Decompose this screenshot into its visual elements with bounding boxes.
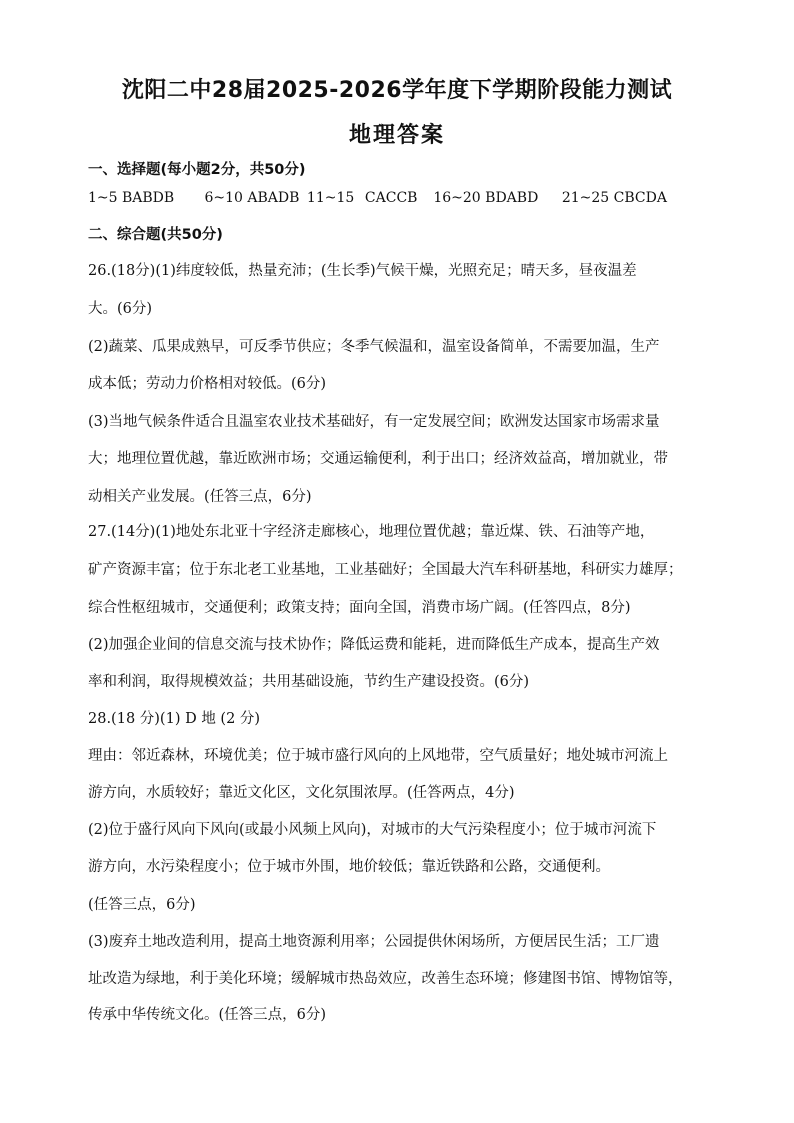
answer-line: (3)当地气候条件适合且温室农业技术基础好，有一定发展空间；欧洲发达国家市场需求量 bbox=[88, 414, 660, 430]
answer-range: 16~20 bbox=[433, 190, 481, 206]
answer-line: 游方向，水污染程度小；位于城市外围，地价较低；靠近铁路和公路，交通便利。 bbox=[88, 859, 610, 875]
answer-line: (2)加强企业间的信息交流与技术协作；降低运费和能耗，进而降低生产成本，提高生产效 bbox=[88, 637, 660, 653]
answer-line: 26.(18分)(1)纬度较低，热量充沛；(生长季)气候干燥，光照充足；晴天多，昼夜温差 bbox=[88, 263, 637, 279]
answer-range: 11~15 bbox=[306, 190, 355, 206]
answer-range: 6~10 bbox=[204, 190, 243, 206]
answer-group bbox=[88, 190, 200, 206]
answer-line: 传承中华传统文化。(任答三点，6分) bbox=[88, 1007, 327, 1023]
answer-line: (3)废弃土地改造利用，提高土地资源利用率；公园提供休闲场所，方便居民生活；工厂遗 bbox=[88, 934, 660, 950]
answer-keys: BABDB bbox=[122, 190, 175, 206]
answer-line: 成本低；劳动力价格相对较低。(6分) bbox=[88, 376, 327, 392]
answer-line: 28.(18 分)(1) D 地 (2 分) bbox=[88, 711, 261, 727]
answer-key-row bbox=[88, 190, 708, 206]
section-heading-multiple-choice: 一、选择题(每小题2分，共50分) bbox=[88, 162, 306, 178]
answer-range: 1~5 bbox=[88, 190, 118, 206]
answer-line: 27.(14分)(1)地处东北亚十字经济走廊核心，地理位置优越；靠近煤、铁、石油等产地， bbox=[88, 524, 655, 540]
answer-line: 大；地理位置优越，靠近欧洲市场；交通运输便利，利于出口；经济效益高，增加就业，带 bbox=[88, 451, 668, 467]
answer-line: 动相关产业发展。(任答三点，6分) bbox=[88, 489, 312, 505]
answer-line: 大。(6分) bbox=[88, 301, 153, 317]
answer-line: 矿产资源丰富；位于东北老工业基地，工业基础好；全国最大汽车科研基地，科研实力雄厚； bbox=[88, 562, 683, 578]
answer-range: 21~25 bbox=[561, 190, 610, 206]
answer-keys: CBCDA bbox=[613, 190, 667, 206]
answer-line: 游方向，水质较好；靠近文化区，文化氛围浓厚。(任答两点，4分) bbox=[88, 785, 515, 801]
document-title: 沈阳二中28届2025-2026学年度下学期阶段能力测试 bbox=[121, 78, 673, 103]
section-heading-comprehensive: 二、综合题(共50分) bbox=[88, 227, 223, 243]
answer-line: (2)位于盛行风向下风向(或最小风频上风向)，对城市的大气污染程度小；位于城市河流下 bbox=[88, 822, 657, 838]
answer-keys: ABADB bbox=[247, 190, 300, 206]
answer-line: 综合性枢纽城市，交通便利；政策支持；面向全国，消费市场广阔。(任答四点，8分) bbox=[88, 600, 631, 616]
answer-group bbox=[433, 190, 557, 206]
answer-group bbox=[204, 190, 302, 206]
answer-group bbox=[562, 190, 667, 206]
answer-keys: BDABD bbox=[485, 190, 539, 206]
answer-line: 址改造为绿地，利于美化环境；缓解城市热岛效应，改善生态环境；修建图书馆、博物馆等， bbox=[88, 971, 683, 987]
answer-group bbox=[307, 190, 429, 206]
answer-line: (任答三点，6分) bbox=[88, 897, 196, 913]
answer-line: 率和利润，取得规模效益；共用基础设施，节约生产建设投资。(6分) bbox=[88, 674, 530, 690]
answer-line: 理由：邻近森林，环境优美；位于城市盛行风向的上风地带，空气质量好；地处城市河流上 bbox=[88, 748, 668, 764]
document-subtitle: 地理答案 bbox=[348, 123, 445, 148]
answer-keys: CACCB bbox=[364, 190, 418, 206]
answer-line: (2)蔬菜、瓜果成熟早，可反季节供应；冬季气候温和，温室设备简单，不需要加温，生产 bbox=[88, 339, 660, 355]
